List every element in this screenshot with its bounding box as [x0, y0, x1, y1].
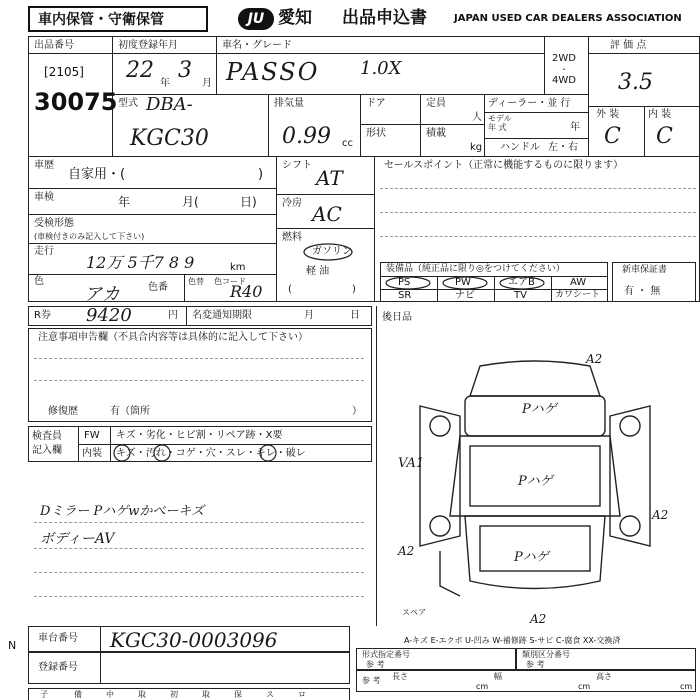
equip-leather-seat: カワシート	[555, 290, 601, 300]
acceptance-note: (車検付きのみ記入して下さい)	[34, 232, 145, 241]
history-label: 車歴	[34, 160, 54, 171]
footer-cell-9: ロ	[298, 690, 306, 699]
mark-right-a2: A2	[652, 508, 669, 522]
ju-logo-text: JU	[247, 11, 265, 27]
storage-badge-text: 車内保管・守衛保管	[38, 12, 164, 28]
rear-label: 後日品	[382, 312, 412, 323]
registration-label: 初度登録年月	[118, 40, 178, 51]
equip-tv: TV	[514, 290, 527, 301]
lot-number: 30075	[34, 88, 118, 116]
color-code: R40	[230, 282, 263, 301]
registration-month: 3	[178, 58, 192, 83]
interior-label: 内 装	[648, 109, 672, 120]
repair-value: 有（箇所	[110, 406, 150, 417]
registration-year-unit: 年	[160, 78, 170, 89]
lot-bracket: [2105]	[44, 65, 84, 79]
fuel-label: 燃料	[282, 232, 302, 243]
displacement-unit: cc	[342, 138, 353, 149]
dimensions-sub: 参 考	[362, 676, 381, 685]
footer-cell-7: 保	[234, 690, 242, 699]
shift-label: シフト	[282, 160, 312, 171]
repair-label: 修復歴	[48, 406, 78, 417]
mark-left-a2: A2	[398, 544, 415, 558]
displacement-label: 排気量	[274, 98, 304, 109]
length-label: 長さ	[392, 672, 408, 681]
inspector-circles	[110, 444, 410, 464]
sales-point-label: セールスポイント（正常に機能するものに限ります）	[384, 160, 624, 171]
drive-4wd: 4WD	[552, 75, 576, 86]
displacement-value: 0.99	[282, 124, 331, 149]
height-label: 高さ	[596, 672, 612, 681]
interior-grade: C	[656, 124, 673, 149]
r-ticket-unit: 円	[168, 310, 178, 321]
chassis-label: 車台番号	[38, 633, 78, 644]
footer-cell-6: 取	[202, 690, 210, 699]
lot-number-label: 出品番号	[34, 40, 74, 51]
model-year-label: モデル 年 式	[488, 114, 512, 132]
capacity-unit: 人	[472, 112, 482, 123]
category-number-sub: 参 考	[526, 660, 545, 669]
form-title: 出品申込書	[342, 8, 427, 28]
warranty-label: 新車保証書	[622, 265, 668, 275]
car-name: PASSO	[226, 58, 320, 86]
model-prefix: DBA-	[146, 94, 193, 115]
r-ticket-value: 9420	[86, 305, 132, 326]
inspector-label: 検査員 記入欄	[32, 431, 62, 456]
registration-year: 22	[126, 58, 154, 83]
equip-circles	[380, 276, 608, 290]
gasoline-circle	[302, 242, 354, 262]
footer-cell-3: 中	[106, 690, 114, 699]
r-ticket-label: R券	[34, 310, 51, 321]
history-value: 自家用・(	[68, 167, 126, 182]
drive-2wd: 2WD	[552, 53, 576, 64]
handle-options: 左・右	[548, 142, 578, 153]
equip-sr: SR	[398, 290, 412, 301]
association-name: JAPAN USED CAR DEALERS ASSOCIATION	[454, 13, 682, 24]
note-line-2: ボディーAV	[40, 531, 115, 547]
damage-legend: A-キズ E-エクボ U-凹み W-補修跡 S-サビ C-腐食 XX-交換済	[404, 636, 621, 645]
inspection-day: 日)	[240, 195, 257, 209]
color-value: アカ	[84, 284, 120, 305]
model-label: 型式	[118, 98, 138, 109]
mileage-label: 走行	[34, 246, 54, 257]
width-label: 幅	[494, 672, 502, 681]
load-unit: kg	[470, 142, 483, 153]
color-change-label: 色替	[188, 277, 204, 286]
notice-label: 注意事項申告欄（不具合内容等は具体的に記入して下さい）	[38, 332, 308, 343]
footer-cell-8: ス	[266, 690, 274, 699]
history-close: )	[258, 167, 264, 182]
ac-label: 冷房	[282, 198, 302, 209]
chassis-value: KGC30-0003096	[110, 628, 278, 652]
car-grade: 1.0X	[360, 58, 402, 79]
width-unit: cm	[578, 682, 591, 691]
shift-value: AT	[316, 166, 343, 190]
height-unit: cm	[680, 682, 693, 691]
registration-month-unit: 月	[202, 78, 212, 89]
equip-pw: PW	[455, 277, 471, 288]
model-code: KGC30	[130, 126, 209, 151]
equip-airbag: エアB	[508, 277, 535, 288]
spare-label: スペア	[402, 608, 426, 617]
warranty-options: 有 ・ 無	[624, 286, 661, 297]
color-number-label: 色番	[148, 282, 168, 293]
footer-cell-4: 取	[138, 690, 146, 699]
model-year-unit: 年	[570, 122, 580, 133]
inspection-label: 車検	[34, 192, 54, 203]
acceptance-label: 受検形態	[34, 218, 74, 229]
mark-left-va1: VA1	[398, 456, 425, 471]
exterior-grade: C	[604, 124, 621, 149]
mark-hood: Pハゲ	[522, 402, 557, 417]
score-value: 3.5	[618, 70, 653, 95]
drive-sep: ・	[560, 65, 568, 74]
repair-close: ）	[352, 406, 362, 417]
equip-aw: AW	[570, 277, 587, 288]
note-line-1: Dミラー Pハゲwかべーキズ	[40, 504, 205, 519]
fuel-gasoline: ガソリン	[312, 246, 352, 257]
name-change-label: 名変通知期限	[192, 310, 252, 321]
color-code-label: 色コード	[214, 277, 246, 286]
dealer-label: ディーラー・並 行	[488, 98, 571, 109]
mileage-value: 12万 5千7 8 9	[86, 253, 195, 272]
capacity-label: 定員	[426, 98, 446, 109]
mileage-unit: km	[230, 262, 246, 273]
equipment-label: 装備品（純正品に限り◎をつけてください）	[386, 264, 565, 274]
color-label: 色	[34, 276, 44, 287]
shape-label: 形状	[366, 128, 386, 139]
storage-badge	[28, 6, 208, 32]
length-unit: cm	[476, 682, 489, 691]
equip-navi: ナビ	[455, 290, 475, 301]
type-designation-sub: 参 考	[366, 660, 385, 669]
fuel-other-close: )	[352, 284, 356, 295]
footer-cell-2: 備	[74, 690, 82, 699]
footer-cell-5: 初	[170, 690, 178, 699]
car-name-label: 車名・グレード	[222, 40, 292, 51]
int-label: 内装	[82, 448, 102, 459]
int-items: キズ・汚れ・コゲ・穴・スレ・キレ・破レ	[116, 448, 306, 459]
org-name: 愛知	[278, 8, 312, 28]
reg-number-label: 登録番号	[38, 662, 78, 673]
name-change-month: 月	[304, 310, 314, 321]
fw-items: キズ・劣化・ヒビ割・リペア跡・X要	[116, 430, 283, 441]
mark-rear-a2: A2	[530, 612, 547, 626]
fw-label: FW	[84, 430, 100, 441]
category-number-label: 類別区分番号	[522, 650, 570, 659]
fuel-diesel: 軽 油	[306, 266, 330, 277]
exterior-label: 外 装	[596, 109, 620, 120]
mark-front-a2: A2	[586, 352, 603, 366]
name-change-day: 日	[350, 310, 360, 321]
side-mark: N	[8, 639, 17, 652]
fuel-other-open: (	[288, 284, 292, 295]
inspection-year: 年	[118, 195, 131, 209]
equip-ps: PS	[398, 277, 411, 288]
mark-roof: Pハゲ	[518, 474, 553, 489]
ac-value: AC	[312, 202, 342, 226]
type-designation-label: 形式指定番号	[362, 650, 410, 659]
doors-label: ドア	[366, 98, 386, 109]
inspection-month: 月(	[182, 195, 199, 209]
score-label: 評 価 点	[610, 40, 647, 51]
handle-label: ハンドル	[500, 142, 540, 153]
load-label: 積載	[426, 128, 446, 139]
mark-trunk: Pハゲ	[514, 550, 549, 565]
footer-cell-1: 子	[40, 690, 48, 699]
ju-logo	[238, 8, 274, 30]
